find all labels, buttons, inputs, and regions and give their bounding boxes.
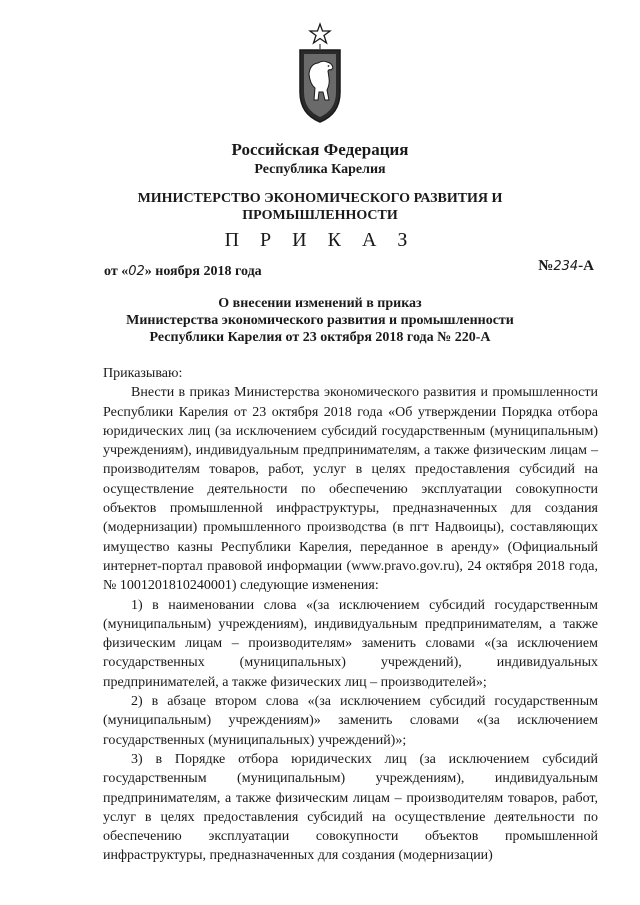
body-paragraph-item-3: 3) в Порядке отбора юридических лиц (за исключением субсидий государственным (муниципальным) учреждениям), индивидуальным предпринимателям, а также физическим лицам – производителям товаров, работ, услуг в целях предоставления субсидий на осуществление деятельности по обеспечению эксплуатации совокупности объектов промышленной инфраструктуры, предназначенных для создания (модернизации) xyxy=(103,751,598,864)
body-paragraph-item-1: 1) в наименовании слова «(за исключением субсидий государственным (муниципальным) учреждениям), индивидуальным предпринимателям, а также физическим лицам – производителям» заменить словами «(за исключением государственных (муниципальных) учреждений), индивидуальных предпринимателей, а также физических лиц – производителей»; xyxy=(103,597,598,690)
number-prefix: № xyxy=(538,258,554,274)
body-paragraph-main: Внести в приказ Министерства экономического развития и промышленности Республики Карелия от 23 октября 2018 года «Об утверждении Порядка отбора юридических лиц (за исключением субсидий государственным (муниципальным) учреждениям), индивидуальным предпринимателям, а также физическим лицам – производителям товаров, работ, услуг в целях предоставления субсидий на осуществление деятельности по обеспечению эксплуатации совокупности объектов промышленной инфраструктуры, предназначенных для создания (модернизации) промышленного производства (в пгт Надвоицы), составляющих имущество казны Республики Карелия, переданное в аренду» (Официальный интернет-портал правовой информации (www.pravo.gov.ru), 24 октября 2018 года, № 1001201810240001) следующие изменения: xyxy=(103,385,598,594)
date-prefix: от « xyxy=(104,264,129,279)
title-line1: О внесении изменений в приказ xyxy=(218,296,422,311)
ministry-name-line2: ПРОМЫШЛЕННОСТИ xyxy=(242,208,398,223)
title-line3: Республики Карелия от 23 октября 2018 года № 220-А xyxy=(149,330,491,345)
document-number xyxy=(538,258,594,275)
number-value-handwritten: 234 xyxy=(553,259,579,274)
karelia-coat-of-arms-icon xyxy=(296,22,344,126)
country-name: Российская Федерация xyxy=(231,140,409,159)
document-date xyxy=(104,264,262,280)
document-type: П Р И К А З xyxy=(224,229,416,251)
body-paragraph-item-2: 2) в абзаце втором слова «(за исключением субсидий государственным (муниципальным) учреждениям)» заменить словами «(за исключением государственных (муниципальных) учреждений)»; xyxy=(103,694,598,748)
document-body xyxy=(103,364,598,866)
number-suffix: -А xyxy=(578,258,594,274)
document-title xyxy=(0,295,640,346)
date-suffix: » ноября 2018 года xyxy=(144,264,262,279)
ministry-name-line1: МИНИСТЕРСТВО ЭКОНОМИЧЕСКОГО РАЗВИТИЯ И xyxy=(137,191,503,206)
title-line2: Министерства экономического развития и промышленности xyxy=(126,313,514,328)
region-name: Республика Карелия xyxy=(254,162,386,177)
order-intro: Приказываю: xyxy=(103,366,183,381)
date-day-handwritten: 02 xyxy=(128,264,145,279)
ministry-name xyxy=(0,190,640,224)
